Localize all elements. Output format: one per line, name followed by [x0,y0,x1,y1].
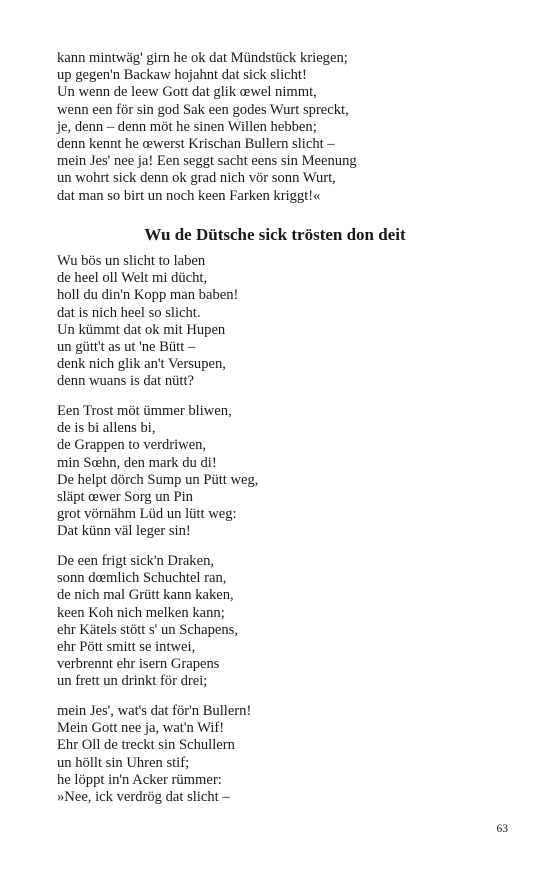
poem-line: de nich mal Grütt kann kaken, [57,587,234,604]
poem-line: un gütt't as ut 'ne Bütt – [57,339,196,356]
poem-line: ehr Kätels stött s' un Schapens, [57,621,238,638]
poem-line: Ehr Oll de treckt sin Schullern [57,737,235,754]
poem-line: sonn dœmlich Schuchtel ran, [57,570,227,587]
poem-line: je, denn – denn möt he sinen Willen hebben; [57,118,317,135]
poem-line: keen Koh nich melken kann; [57,604,225,621]
poem-line: ehr Pött smitt se intwei, [57,639,196,656]
poem-line: Un wenn de leew Gott dat glik œwel nimmt, [57,84,317,101]
poem-line: Wu bös un slicht to laben [57,253,206,269]
page-number: 63 [496,823,508,835]
poem-stanza-3 [57,553,497,691]
poem-line: mein Jes' nee ja! Een seggt sacht eens sin Meenung [57,153,357,170]
poem-line: kann mintwäg' girn he ok dat Mündstück kriegen; [57,50,348,66]
poem-line: de is bi allens bi, [57,420,156,437]
poem-stanza-4 [57,703,497,806]
poem-line: de Grappen to verdriwen, [57,437,207,454]
poem-line: un frett un drinkt för drei; [57,673,208,690]
poem-line: Een Trost möt ümmer bliwen, [57,403,232,419]
poem-line: verbrennt ehr isern Grapens [57,656,220,673]
poem-line: de heel oll Welt mi dücht, [57,270,208,287]
poem-line: denn wuans is dat nütt? [57,373,194,390]
poem-stanza-1 [57,253,497,391]
intro-stanza [57,50,497,205]
poem-line: dat is nich heel so slicht. [57,304,201,321]
poem-line: släpt œwer Sorg un Pin [57,489,193,506]
poem-line: Dat künn väl leger sin! [57,523,191,540]
poem-line: wenn een för sin god Sak een godes Wurt spreckt, [57,101,349,118]
poem-line: De helpt dörch Sump un Pütt weg, [57,471,259,488]
poem-line: un höllt sin Uhren stif; [57,754,190,771]
poem-line: »Nee, ick verdrög dat slicht – [57,789,230,806]
poem-line: Un kümmt dat ok mit Hupen [57,321,226,338]
poem-line: Mein Gott nee ja, wat'n Wif! [57,720,225,737]
poem-line: denn kennt he œwerst Krischan Bullern slicht – [57,136,335,153]
poem-line: mein Jes', wat's dat för'n Bullern! [57,703,252,719]
poem-line: dat man so birt un noch keen Farken kriggt!« [57,187,321,204]
poem-line: denk nich glik an't Versupen, [57,356,226,373]
poem-line: he löppt in'n Acker rümmer: [57,771,222,788]
poem-line: De een frigt sick'n Draken, [57,553,215,569]
poem-title: Wu de Dütsche sick trösten don deit [144,225,406,244]
poem-line: min Sœhn, den mark du di! [57,454,217,471]
poem-line: grot vörnähm Lüd un lütt weg: [57,506,237,523]
poem-stanza-2 [57,403,497,541]
poem-line: up gegen'n Backaw hojahnt dat sick slicht! [57,67,307,84]
poem-line: un wohrt sick denn ok grad nich vör sonn Wurt, [57,170,336,187]
poem-line: holl du din'n Kopp man baben! [57,287,239,304]
